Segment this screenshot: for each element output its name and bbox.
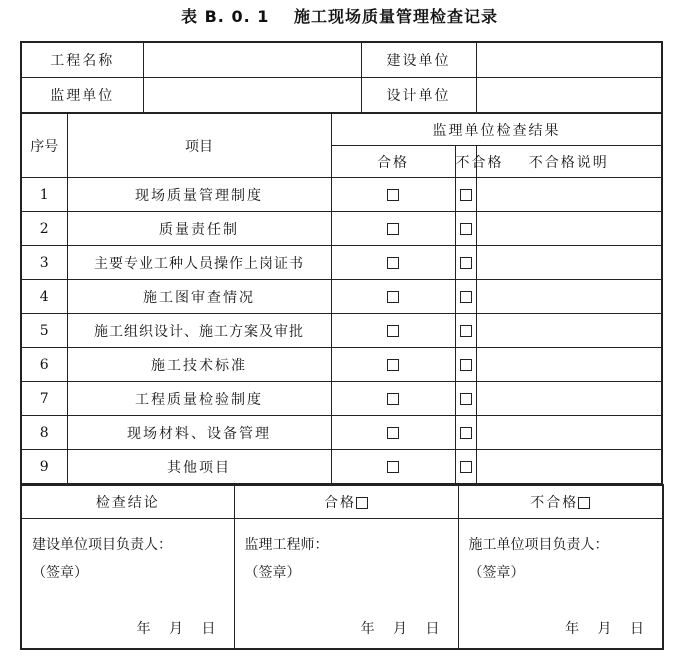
item-name: 施工图审查情况 [67, 280, 331, 314]
pass-checkbox[interactable] [387, 427, 399, 439]
fail-cell [455, 246, 476, 280]
fail-note-cell[interactable] [476, 348, 662, 382]
quality-inspection-form [20, 41, 662, 651]
supervisor-label: 监理单位 [21, 78, 143, 114]
project-name-value[interactable] [143, 42, 361, 78]
designer-value[interactable] [476, 78, 662, 114]
table-row [21, 178, 662, 212]
item-no: 5 [21, 314, 67, 348]
conclusion-pass-label: 合格 [324, 495, 356, 511]
item-no: 8 [21, 416, 67, 450]
pass-cell [331, 178, 455, 212]
pass-checkbox[interactable] [387, 359, 399, 371]
table-row [21, 416, 662, 450]
supervisor-sign-date: 年 月 日 [360, 621, 440, 637]
supervisor-seal: （签章） [244, 565, 301, 581]
fail-note-cell[interactable] [476, 416, 662, 450]
pass-header: 合格 [331, 146, 455, 178]
fail-note-cell[interactable] [476, 246, 662, 280]
fail-checkbox[interactable] [460, 393, 472, 405]
item-no: 4 [21, 280, 67, 314]
pass-checkbox[interactable] [387, 223, 399, 235]
table-row [21, 450, 662, 484]
item-no: 6 [21, 348, 67, 382]
fail-cell [455, 450, 476, 484]
conclusion-fail-cell [458, 485, 663, 519]
builder-sign-date: 年 月 日 [136, 621, 216, 637]
builder-seal: （签章） [32, 565, 88, 581]
fail-checkbox[interactable] [460, 325, 472, 337]
fail-cell [455, 280, 476, 314]
signature-row [21, 519, 663, 650]
table-row [21, 314, 662, 348]
builder-signature-cell[interactable] [21, 519, 234, 650]
fail-note-cell[interactable] [476, 450, 662, 484]
fail-note-cell[interactable] [476, 212, 662, 246]
item-header: 项目 [67, 113, 331, 178]
fail-cell [455, 212, 476, 246]
item-name: 质量责任制 [67, 212, 331, 246]
table-row [21, 348, 662, 382]
pass-cell [331, 212, 455, 246]
column-header-row [21, 113, 662, 146]
conclusion-table [20, 484, 664, 650]
pass-cell [331, 382, 455, 416]
pass-cell [331, 314, 455, 348]
fail-header: 不合格 [455, 146, 476, 178]
pass-checkbox[interactable] [387, 291, 399, 303]
conclusion-row [21, 485, 663, 519]
fail-checkbox[interactable] [460, 257, 472, 269]
form-title [0, 4, 679, 27]
fail-checkbox[interactable] [460, 461, 472, 473]
pass-checkbox[interactable] [387, 461, 399, 473]
item-no: 1 [21, 178, 67, 212]
fail-note-cell[interactable] [476, 280, 662, 314]
fail-checkbox[interactable] [460, 291, 472, 303]
pass-cell [331, 348, 455, 382]
item-no: 9 [21, 450, 67, 484]
pass-checkbox[interactable] [387, 393, 399, 405]
item-name: 施工技术标准 [67, 348, 331, 382]
item-name: 工程质量检验制度 [67, 382, 331, 416]
project-name-label: 工程名称 [21, 42, 143, 78]
form-title-text: 施工现场质量管理检查记录 [293, 7, 498, 26]
item-no: 7 [21, 382, 67, 416]
form-code: 表 B. 0. 1 [181, 7, 270, 26]
supervisor-row [21, 78, 662, 114]
contractor-seal: （签章） [468, 565, 525, 581]
contractor-sign-date: 年 月 日 [565, 621, 644, 637]
fail-note-cell[interactable] [476, 382, 662, 416]
supervisor-signer-role: 监理工程师： [244, 537, 329, 553]
pass-checkbox[interactable] [387, 257, 399, 269]
designer-label: 设计单位 [361, 78, 476, 114]
fail-note-cell[interactable] [476, 178, 662, 212]
conclusion-fail-label: 不合格 [530, 495, 579, 511]
project-name-row [21, 42, 662, 78]
fail-cell [455, 416, 476, 450]
contractor-signer-role: 施工单位项目负责人： [468, 537, 609, 553]
pass-checkbox[interactable] [387, 189, 399, 201]
item-name: 现场质量管理制度 [67, 178, 331, 212]
supervisor-signature-cell[interactable] [234, 519, 458, 650]
contractor-signature-cell[interactable] [458, 519, 663, 650]
result-group-header: 监理单位检查结果 [331, 113, 662, 146]
pass-cell [331, 450, 455, 484]
item-name: 现场材料、设备管理 [67, 416, 331, 450]
item-no: 3 [21, 246, 67, 280]
item-no: 2 [21, 212, 67, 246]
fail-note-cell[interactable] [476, 314, 662, 348]
supervisor-value[interactable] [143, 78, 361, 114]
fail-checkbox[interactable] [460, 223, 472, 235]
pass-cell [331, 246, 455, 280]
table-row [21, 246, 662, 280]
seq-header: 序号 [21, 113, 67, 178]
pass-cell [331, 416, 455, 450]
fail-cell [455, 314, 476, 348]
fail-checkbox[interactable] [460, 189, 472, 201]
table-row [21, 280, 662, 314]
fail-checkbox[interactable] [460, 427, 472, 439]
builder-value[interactable] [476, 42, 662, 78]
builder-label: 建设单位 [361, 42, 476, 78]
table-row [21, 382, 662, 416]
conclusion-fail-checkbox[interactable] [578, 497, 590, 509]
item-name: 主要专业工种人员操作上岗证书 [67, 246, 331, 280]
builder-signer-role: 建设单位项目负责人： [32, 537, 172, 553]
fail-cell [455, 178, 476, 212]
conclusion-pass-checkbox[interactable] [356, 497, 368, 509]
pass-checkbox[interactable] [387, 325, 399, 337]
conclusion-pass-cell [234, 485, 458, 519]
item-name: 其他项目 [67, 450, 331, 484]
item-name: 施工组织设计、施工方案及审批 [67, 314, 331, 348]
fail-cell [455, 382, 476, 416]
inspection-table [20, 41, 663, 484]
pass-cell [331, 280, 455, 314]
fail-cell [455, 348, 476, 382]
fail-note-header: 不合格说明 [476, 146, 662, 178]
conclusion-label: 检查结论 [21, 485, 234, 519]
table-row [21, 212, 662, 246]
fail-checkbox[interactable] [460, 359, 472, 371]
